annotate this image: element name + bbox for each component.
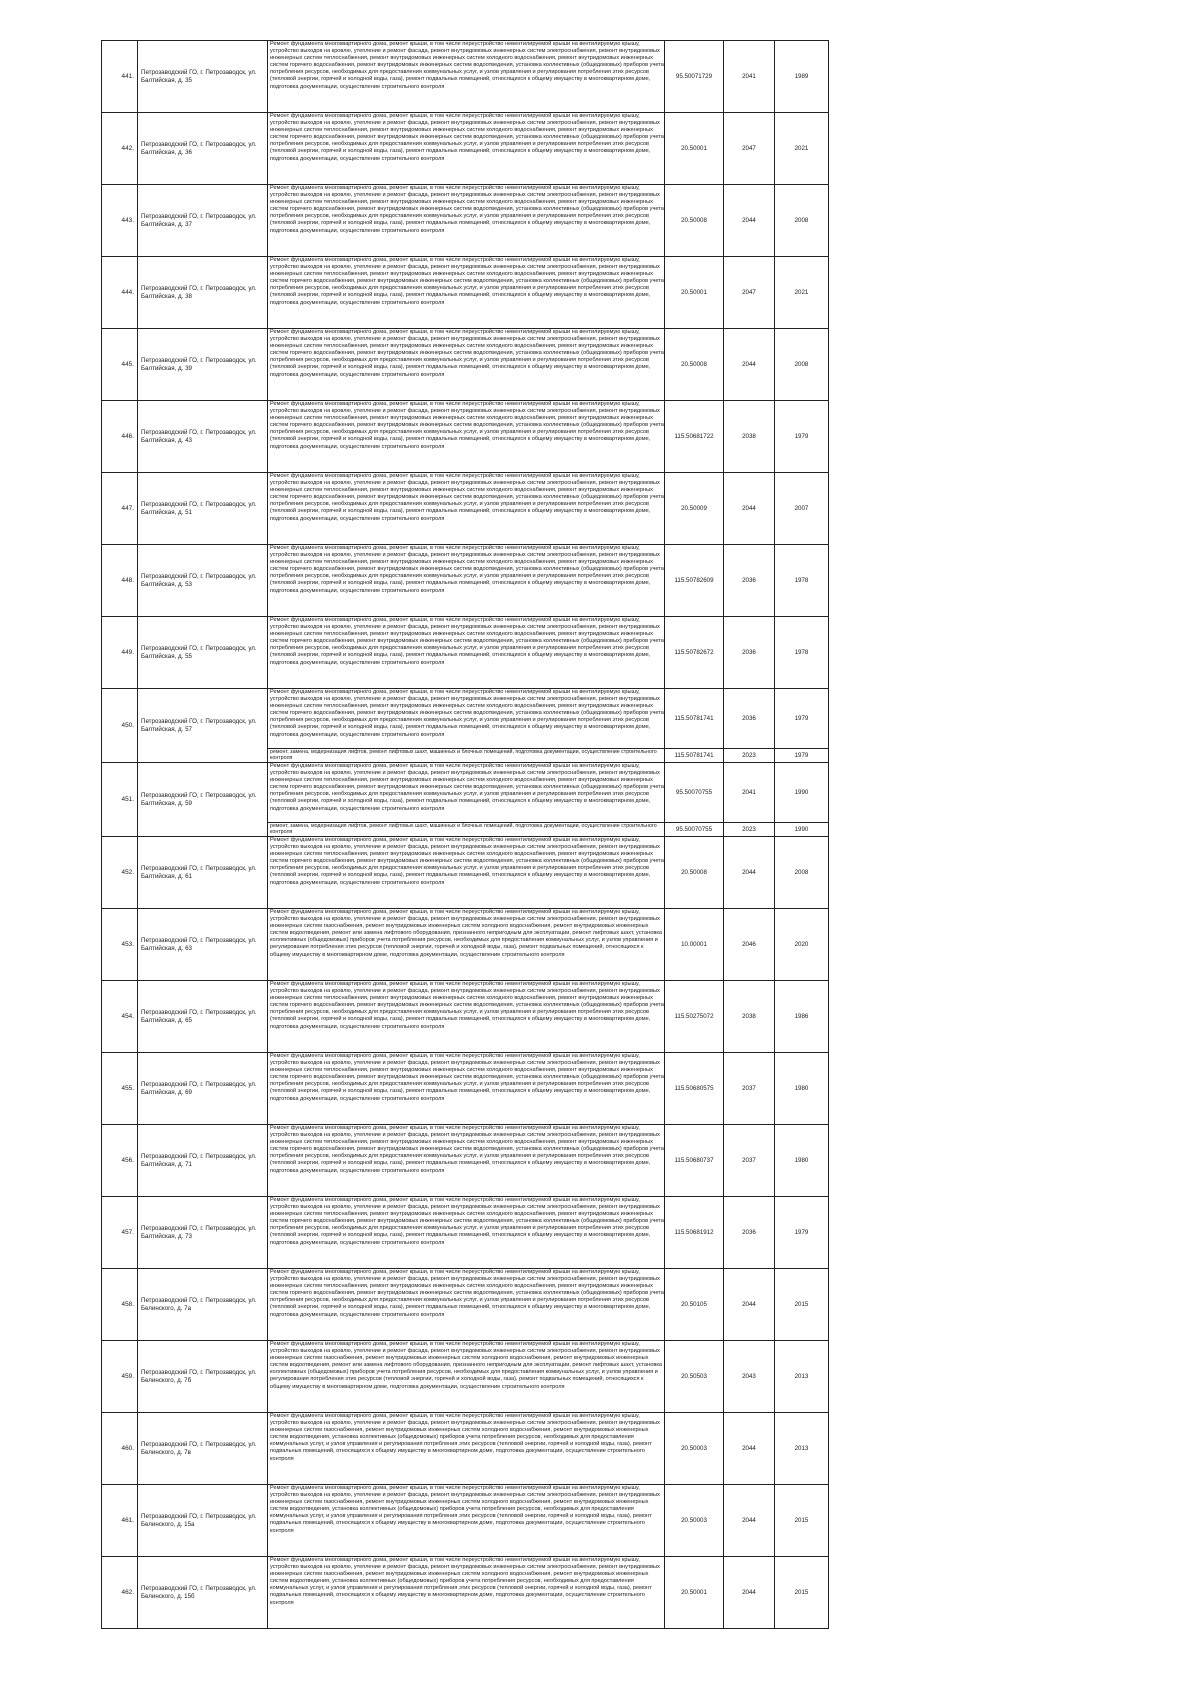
- row-cost: 20.50003: [665, 1413, 724, 1485]
- row-number: 441.: [102, 41, 138, 113]
- row-number: 444.: [102, 257, 138, 329]
- row-repair-year: 2044: [724, 1269, 775, 1341]
- table-row: [102, 113, 829, 185]
- row-address: Петрозаводский ГО, г. Петрозаводск, ул. Балтийская, д. 73: [138, 1197, 268, 1269]
- row-built-year: 2008: [775, 185, 829, 257]
- row-number: 442.: [102, 113, 138, 185]
- row-number: 459.: [102, 1341, 138, 1413]
- table-row: [102, 837, 829, 909]
- row-number: 452.: [102, 837, 138, 909]
- row-address: Петрозаводский ГО, г. Петрозаводск, ул. Балтийская, д. 69: [138, 1053, 268, 1125]
- row-number: 448.: [102, 545, 138, 617]
- row-address: Петрозаводский ГО, г. Петрозаводск, ул. Балтийская, д. 53: [138, 545, 268, 617]
- row-cost: 115.50275072: [665, 981, 724, 1053]
- row-repair-year: 2047: [724, 113, 775, 185]
- table-body: [102, 41, 829, 1629]
- row-repair-year: 2044: [724, 473, 775, 545]
- row-built-year: 2015: [775, 1485, 829, 1557]
- row-number: 456.: [102, 1125, 138, 1197]
- row-number: 446.: [102, 401, 138, 473]
- row-number: 455.: [102, 1053, 138, 1125]
- row-work-list: Ремонт фундамента многоквартирного дома, ремонт крыши, в том числе переустройство невентилируемой крыши на вентилируемую крышу, устройство выходов на кровлю, утепление и ремонт фасада, ремонт внутридомовых инженерных систем электроснабжения, ремонт внутридомовых инженерных систем теплоснабжения, ремонт внутридомовых инженерных систем холодного водоснабжения, ремонт внутридомовых инженерных систем горячего водоснабжения, ремонт внутридомовых инженерных систем водоотведения, установка коллективных (общедомовых) приборов учета потребления ресурсов, необходимых для предоставления коммунальных услуг, и узлов управления и регулирования потребления этих ресурсов (тепловой энергии, горячей и холодной воды, газа), ремонт подвальных помещений, относящихся к общему имуществу в многоквартирном доме, подготовка документации, осуществление строительного контроля: [268, 1125, 665, 1197]
- table-row: [102, 1557, 829, 1629]
- row-work-list: Ремонт фундамента многоквартирного дома, ремонт крыши, в том числе переустройство невентилируемой крыши на вентилируемую крышу, устройство выходов на кровлю, утепление и ремонт фасада, ремонт внутридомовых инженерных систем электроснабжения, ремонт внутридомовых инженерных систем теплоснабжения, ремонт внутридомовых инженерных систем холодного водоснабжения, ремонт внутридомовых инженерных систем горячего водоснабжения, ремонт внутридомовых инженерных систем водоотведения, установка коллективных (общедомовых) приборов учета потребления ресурсов, необходимых для предоставления коммунальных услуг, и узлов управления и регулирования потребления этих ресурсов (тепловой энергии, горячей и холодной воды, газа), ремонт подвальных помещений, относящихся к общему имуществу в многоквартирном доме, подготовка документации, осуществление строительного контроля: [268, 41, 665, 113]
- row-work-list: Ремонт фундамента многоквартирного дома, ремонт крыши, в том числе переустройство невентилируемой крыши на вентилируемую крышу, устройство выходов на кровлю, утепление и ремонт фасада, ремонт внутридомовых инженерных систем электроснабжения, ремонт внутридомовых инженерных систем теплоснабжения, ремонт внутридомовых инженерных систем холодного водоснабжения, ремонт внутридомовых инженерных систем горячего водоснабжения, ремонт внутридомовых инженерных систем водоотведения, установка коллективных (общедомовых) приборов учета потребления ресурсов, необходимых для предоставления коммунальных услуг, и узлов управления и регулирования потребления этих ресурсов (тепловой энергии, горячей и холодной воды, газа), ремонт подвальных помещений, относящихся к общему имуществу в многоквартирном доме, подготовка документации, осуществление строительного контроля: [268, 1269, 665, 1341]
- row-cost: 20.50503: [665, 1341, 724, 1413]
- capital-repair-table: [101, 40, 829, 1629]
- row-address: Петрозаводский ГО, г. Петрозаводск, ул. Балтийская, д. 43: [138, 401, 268, 473]
- row-work-list: Ремонт фундамента многоквартирного дома, ремонт крыши, в том числе переустройство невентилируемой крыши на вентилируемую крышу, устройство выходов на кровлю, утепление и ремонт фасада, ремонт внутридомовых инженерных систем электроснабжения, ремонт внутридомовых инженерных систем теплоснабжения, ремонт внутридомовых инженерных систем холодного водоснабжения, ремонт внутридомовых инженерных систем горячего водоснабжения, ремонт внутридомовых инженерных систем водоотведения, установка коллективных (общедомовых) приборов учета потребления ресурсов, необходимых для предоставления коммунальных услуг, и узлов управления и регулирования потребления этих ресурсов (тепловой энергии, горячей и холодной воды, газа), ремонт подвальных помещений, относящихся к общему имуществу в многоквартирном доме, подготовка документации, осуществление строительного контроля: [268, 545, 665, 617]
- row-work-list: Ремонт фундамента многоквартирного дома, ремонт крыши, в том числе переустройство невентилируемой крыши на вентилируемую крышу, устройство выходов на кровлю, утепление и ремонт фасада, ремонт внутридомовых инженерных систем электроснабжения, ремонт внутридомовых инженерных систем газоснабжения, ремонт внутридомовых инженерных систем холодного водоснабжения, ремонт внутридомовых инженерных систем водоотведения, ремонт или замена лифтового оборудования, признанного непригодным для эксплуатации, ремонт лифтовых шахт, установка коллективных (общедомовых) приборов учета потребления ресурсов, необходимых для предоставления коммунальных услуг, и узлов управления и регулирования потребления этих ресурсов (тепловой энергии, горячей и холодной воды, газа), ремонт подвальных помещений, относящихся к общему имуществу в многоквартирном доме, подготовка документации, осуществление строительного контроля: [268, 1341, 665, 1413]
- row-cost: 115.50781741: [665, 749, 724, 763]
- table-row: [102, 1053, 829, 1125]
- row-work-list: Ремонт фундамента многоквартирного дома, ремонт крыши, в том числе переустройство невентилируемой крыши на вентилируемую крышу, устройство выходов на кровлю, утепление и ремонт фасада, ремонт внутридомовых инженерных систем электроснабжения, ремонт внутридомовых инженерных систем теплоснабжения, ремонт внутридомовых инженерных систем холодного водоснабжения, ремонт внутридомовых инженерных систем горячего водоснабжения, ремонт внутридомовых инженерных систем водоотведения, установка коллективных (общедомовых) приборов учета потребления ресурсов, необходимых для предоставления коммунальных услуг, и узлов управления и регулирования потребления этих ресурсов (тепловой энергии, горячей и холодной воды, газа), ремонт подвальных помещений, относящихся к общему имуществу в многоквартирном доме, подготовка документации, осуществление строительного контроля: [268, 1197, 665, 1269]
- row-cost: 20.50001: [665, 113, 724, 185]
- table-row: [102, 689, 829, 749]
- table-row: [102, 981, 829, 1053]
- row-cost: 95.50070755: [665, 763, 724, 823]
- row-cost: 115.50782609: [665, 545, 724, 617]
- row-repair-year: 2044: [724, 1413, 775, 1485]
- row-built-year: 2013: [775, 1341, 829, 1413]
- row-repair-year: 2044: [724, 837, 775, 909]
- row-built-year: 2013: [775, 1413, 829, 1485]
- row-address: Петрозаводский ГО, г. Петрозаводск, ул. Балтийская, д. 57: [138, 689, 268, 763]
- row-number: 461.: [102, 1485, 138, 1557]
- row-repair-year: 2038: [724, 401, 775, 473]
- row-address: Петрозаводский ГО, г. Петрозаводск, ул. Балтийская, д. 36: [138, 113, 268, 185]
- row-repair-year: 2036: [724, 545, 775, 617]
- row-work-list: Ремонт фундамента многоквартирного дома, ремонт крыши, в том числе переустройство невентилируемой крыши на вентилируемую крышу, устройство выходов на кровлю, утепление и ремонт фасада, ремонт внутридомовых инженерных систем электроснабжения, ремонт внутридомовых инженерных систем теплоснабжения, ремонт внутридомовых инженерных систем холодного водоснабжения, ремонт внутридомовых инженерных систем горячего водоснабжения, ремонт внутридомовых инженерных систем водоотведения, установка коллективных (общедомовых) приборов учета потребления ресурсов, необходимых для предоставления коммунальных услуг, и узлов управления и регулирования потребления этих ресурсов (тепловой энергии, горячей и холодной воды, газа), ремонт подвальных помещений, относящихся к общему имуществу в многоквартирном доме, подготовка документации, осуществление строительного контроля: [268, 185, 665, 257]
- row-cost: 115.50681912: [665, 1197, 724, 1269]
- row-address: Петрозаводский ГО, г. Петрозаводск, ул. Балтийская, д. 35: [138, 41, 268, 113]
- table-row: [102, 1269, 829, 1341]
- row-work-list: Ремонт фундамента многоквартирного дома, ремонт крыши, в том числе переустройство невентилируемой крыши на вентилируемую крышу, устройство выходов на кровлю, утепление и ремонт фасада, ремонт внутридомовых инженерных систем электроснабжения, ремонт внутридомовых инженерных систем теплоснабжения, ремонт внутридомовых инженерных систем холодного водоснабжения, ремонт внутридомовых инженерных систем горячего водоснабжения, ремонт внутридомовых инженерных систем водоотведения, установка коллективных (общедомовых) приборов учета потребления ресурсов, необходимых для предоставления коммунальных услуг, и узлов управления и регулирования потребления этих ресурсов (тепловой энергии, горячей и холодной воды, газа), ремонт подвальных помещений, относящихся к общему имуществу в многоквартирном доме, подготовка документации, осуществление строительного контроля: [268, 617, 665, 689]
- row-work-list: Ремонт фундамента многоквартирного дома, ремонт крыши, в том числе переустройство невентилируемой крыши на вентилируемую крышу, устройство выходов на кровлю, утепление и ремонт фасада, ремонт внутридомовых инженерных систем электроснабжения, ремонт внутридомовых инженерных систем теплоснабжения, ремонт внутридомовых инженерных систем холодного водоснабжения, ремонт внутридомовых инженерных систем горячего водоснабжения, ремонт внутридомовых инженерных систем водоотведения, установка коллективных (общедомовых) приборов учета потребления ресурсов, необходимых для предоставления коммунальных услуг, и узлов управления и регулирования потребления этих ресурсов (тепловой энергии, горячей и холодной воды, газа), ремонт подвальных помещений, относящихся к общему имуществу в многоквартирном доме, подготовка документации, осуществление строительного контроля: [268, 473, 665, 545]
- row-work-list: ремонт, замена, модернизация лифтов, ремонт лифтовых шахт, машинных и блочных помещений, подготовка документации, осуществление строительного контроля: [268, 749, 665, 763]
- row-repair-year: 2023: [724, 823, 775, 837]
- row-repair-year: 2037: [724, 1053, 775, 1125]
- row-built-year: 1986: [775, 981, 829, 1053]
- row-work-list: Ремонт фундамента многоквартирного дома, ремонт крыши, в том числе переустройство невентилируемой крыши на вентилируемую крышу, устройство выходов на кровлю, утепление и ремонт фасада, ремонт внутридомовых инженерных систем электроснабжения, ремонт внутридомовых инженерных систем теплоснабжения, ремонт внутридомовых инженерных систем холодного водоснабжения, ремонт внутридомовых инженерных систем горячего водоснабжения, ремонт внутридомовых инженерных систем водоотведения, установка коллективных (общедомовых) приборов учета потребления ресурсов, необходимых для предоставления коммунальных услуг, и узлов управления и регулирования потребления этих ресурсов (тепловой энергии, горячей и холодной воды, газа), ремонт подвальных помещений, относящихся к общему имуществу в многоквартирном доме, подготовка документации, осуществление строительного контроля: [268, 329, 665, 401]
- row-address: Петрозаводский ГО, г. Петрозаводск, ул. Балтийская, д. 38: [138, 257, 268, 329]
- row-built-year: 1980: [775, 1125, 829, 1197]
- row-work-list: Ремонт фундамента многоквартирного дома, ремонт крыши, в том числе переустройство невентилируемой крыши на вентилируемую крышу, устройство выходов на кровлю, утепление и ремонт фасада, ремонт внутридомовых инженерных систем электроснабжения, ремонт внутридомовых инженерных систем теплоснабжения, ремонт внутридомовых инженерных систем холодного водоснабжения, ремонт внутридомовых инженерных систем горячего водоснабжения, ремонт внутридомовых инженерных систем водоотведения, установка коллективных (общедомовых) приборов учета потребления ресурсов, необходимых для предоставления коммунальных услуг, и узлов управления и регулирования потребления этих ресурсов (тепловой энергии, горячей и холодной воды, газа), ремонт подвальных помещений, относящихся к общему имуществу в многоквартирном доме, подготовка документации, осуществление строительного контроля: [268, 401, 665, 473]
- row-address: Петрозаводский ГО, г. Петрозаводск, ул. Балтийская, д. 55: [138, 617, 268, 689]
- row-built-year: 1978: [775, 545, 829, 617]
- row-repair-year: 2041: [724, 41, 775, 113]
- row-work-list: Ремонт фундамента многоквартирного дома, ремонт крыши, в том числе переустройство невентилируемой крыши на вентилируемую крышу, устройство выходов на кровлю, утепление и ремонт фасада, ремонт внутридомовых инженерных систем электроснабжения, ремонт внутридомовых инженерных систем теплоснабжения, ремонт внутридомовых инженерных систем холодного водоснабжения, ремонт внутридомовых инженерных систем горячего водоснабжения, ремонт внутридомовых инженерных систем водоотведения, установка коллективных (общедомовых) приборов учета потребления ресурсов, необходимых для предоставления коммунальных услуг, и узлов управления и регулирования потребления этих ресурсов (тепловой энергии, горячей и холодной воды, газа), ремонт подвальных помещений, относящихся к общему имуществу в многоквартирном доме, подготовка документации, осуществление строительного контроля: [268, 113, 665, 185]
- row-built-year: 2020: [775, 909, 829, 981]
- row-repair-year: 2047: [724, 257, 775, 329]
- row-built-year: 1978: [775, 617, 829, 689]
- table-row: [102, 329, 829, 401]
- row-repair-year: 2036: [724, 1197, 775, 1269]
- row-number: 453.: [102, 909, 138, 981]
- row-repair-year: 2036: [724, 617, 775, 689]
- row-cost: 115.50781741: [665, 689, 724, 749]
- row-address: Петрозаводский ГО, г. Петрозаводск, ул. Белинского, д. 15б: [138, 1557, 268, 1629]
- row-cost: 95.50070755: [665, 823, 724, 837]
- row-number: 460.: [102, 1413, 138, 1485]
- row-repair-year: 2037: [724, 1125, 775, 1197]
- row-address: Петрозаводский ГО, г. Петрозаводск, ул. Белинского, д. 7б: [138, 1341, 268, 1413]
- table-row: [102, 1341, 829, 1413]
- row-cost: 20.50008: [665, 185, 724, 257]
- row-built-year: 2015: [775, 1557, 829, 1629]
- row-address: Петрозаводский ГО, г. Петрозаводск, ул. Балтийская, д. 63: [138, 909, 268, 981]
- row-repair-year: 2038: [724, 981, 775, 1053]
- row-address: Петрозаводский ГО, г. Петрозаводск, ул. Белинского, д. 7а: [138, 1269, 268, 1341]
- row-cost: 20.50008: [665, 837, 724, 909]
- table-row: [102, 401, 829, 473]
- row-work-list: Ремонт фундамента многоквартирного дома, ремонт крыши, в том числе переустройство невентилируемой крыши на вентилируемую крышу, устройство выходов на кровлю, утепление и ремонт фасада, ремонт внутридомовых инженерных систем электроснабжения, ремонт внутридомовых инженерных систем теплоснабжения, ремонт внутридомовых инженерных систем холодного водоснабжения, ремонт внутридомовых инженерных систем горячего водоснабжения, ремонт внутридомовых инженерных систем водоотведения, установка коллективных (общедомовых) приборов учета потребления ресурсов, необходимых для предоставления коммунальных услуг, и узлов управления и регулирования потребления этих ресурсов (тепловой энергии, горячей и холодной воды, газа), ремонт подвальных помещений, относящихся к общему имуществу в многоквартирном доме, подготовка документации, осуществление строительного контроля: [268, 257, 665, 329]
- table-row: [102, 1125, 829, 1197]
- row-number: 454.: [102, 981, 138, 1053]
- row-built-year: 1979: [775, 1197, 829, 1269]
- row-cost: 115.50681722: [665, 401, 724, 473]
- row-cost: 20.50008: [665, 329, 724, 401]
- row-repair-year: 2044: [724, 1485, 775, 1557]
- row-cost: 20.50105: [665, 1269, 724, 1341]
- row-number: 447.: [102, 473, 138, 545]
- row-work-list: Ремонт фундамента многоквартирного дома, ремонт крыши, в том числе переустройство невентилируемой крыши на вентилируемую крышу, устройство выходов на кровлю, утепление и ремонт фасада, ремонт внутридомовых инженерных систем электроснабжения, ремонт внутридомовых инженерных систем газоснабжения, ремонт внутридомовых инженерных систем холодного водоснабжения, ремонт внутридомовых инженерных систем водоотведения, ремонт или замена лифтового оборудования, признанного непригодным для эксплуатации, ремонт лифтовых шахт, установка коллективных (общедомовых) приборов учета потребления ресурсов, необходимых для предоставления коммунальных услуг, и узлов управления и регулирования потребления этих ресурсов (тепловой энергии, горячей и холодной воды, газа), ремонт подвальных помещений, относящихся к общему имуществу в многоквартирном доме, подготовка документации, осуществление строительного контроля: [268, 909, 665, 981]
- row-address: Петрозаводский ГО, г. Петрозаводск, ул. Балтийская, д. 37: [138, 185, 268, 257]
- row-work-list: Ремонт фундамента многоквартирного дома, ремонт крыши, в том числе переустройство невентилируемой крыши на вентилируемую крышу, устройство выходов на кровлю, утепление и ремонт фасада, ремонт внутридомовых инженерных систем электроснабжения, ремонт внутридомовых инженерных систем газоснабжения, ремонт внутридомовых инженерных систем холодного водоснабжения, ремонт внутридомовых инженерных систем водоотведения, установка коллективных (общедомовых) приборов учета потребления ресурсов, необходимых для предоставления коммунальных услуг, и узлов управления и регулирования потребления этих ресурсов (тепловой энергии, горячей и холодной воды, газа), ремонт подвальных помещений, относящихся к общему имуществу в многоквартирном доме, подготовка документации, осуществление строительного контроля: [268, 1413, 665, 1485]
- row-cost: 95.50071729: [665, 41, 724, 113]
- row-address: Петрозаводский ГО, г. Петрозаводск, ул. Балтийская, д. 61: [138, 837, 268, 909]
- table-row: [102, 1485, 829, 1557]
- row-address: Петрозаводский ГО, г. Петрозаводск, ул. Балтийская, д. 59: [138, 763, 268, 837]
- row-built-year: 2021: [775, 257, 829, 329]
- table-row: [102, 41, 829, 113]
- row-number: 451.: [102, 763, 138, 837]
- table-row: [102, 257, 829, 329]
- row-built-year: 1989: [775, 41, 829, 113]
- table-row: [102, 473, 829, 545]
- row-built-year: 2007: [775, 473, 829, 545]
- row-number: 450.: [102, 689, 138, 763]
- row-cost: 20.50001: [665, 1557, 724, 1629]
- row-repair-year: 2044: [724, 185, 775, 257]
- row-cost: 115.50680575: [665, 1053, 724, 1125]
- row-number: 445.: [102, 329, 138, 401]
- row-built-year: 2008: [775, 329, 829, 401]
- row-cost: 115.50782672: [665, 617, 724, 689]
- row-work-list: Ремонт фундамента многоквартирного дома, ремонт крыши, в том числе переустройство невентилируемой крыши на вентилируемую крышу, устройство выходов на кровлю, утепление и ремонт фасада, ремонт внутридомовых инженерных систем электроснабжения, ремонт внутридомовых инженерных систем газоснабжения, ремонт внутридомовых инженерных систем холодного водоснабжения, ремонт внутридомовых инженерных систем водоотведения, установка коллективных (общедомовых) приборов учета потребления ресурсов, необходимых для предоставления коммунальных услуг, и узлов управления и регулирования потребления этих ресурсов (тепловой энергии, горячей и холодной воды, газа), ремонт подвальных помещений, относящихся к общему имуществу в многоквартирном доме, подготовка документации, осуществление строительного контроля: [268, 1557, 665, 1629]
- row-repair-year: 2044: [724, 1557, 775, 1629]
- row-address: Петрозаводский ГО, г. Петрозаводск, ул. Балтийская, д. 51: [138, 473, 268, 545]
- table-row: [102, 1197, 829, 1269]
- row-built-year: 2021: [775, 113, 829, 185]
- row-work-list: Ремонт фундамента многоквартирного дома, ремонт крыши, в том числе переустройство невентилируемой крыши на вентилируемую крышу, устройство выходов на кровлю, утепление и ремонт фасада, ремонт внутридомовых инженерных систем электроснабжения, ремонт внутридомовых инженерных систем теплоснабжения, ремонт внутридомовых инженерных систем холодного водоснабжения, ремонт внутридомовых инженерных систем горячего водоснабжения, ремонт внутридомовых инженерных систем водоотведения, установка коллективных (общедомовых) приборов учета потребления ресурсов, необходимых для предоставления коммунальных услуг, и узлов управления и регулирования потребления этих ресурсов (тепловой энергии, горячей и холодной воды, газа), ремонт подвальных помещений, относящихся к общему имуществу в многоквартирном доме, подготовка документации, осуществление строительного контроля: [268, 763, 665, 823]
- row-cost: 115.50680737: [665, 1125, 724, 1197]
- row-work-list: Ремонт фундамента многоквартирного дома, ремонт крыши, в том числе переустройство невентилируемой крыши на вентилируемую крышу, устройство выходов на кровлю, утепление и ремонт фасада, ремонт внутридомовых инженерных систем электроснабжения, ремонт внутридомовых инженерных систем теплоснабжения, ремонт внутридомовых инженерных систем холодного водоснабжения, ремонт внутридомовых инженерных систем горячего водоснабжения, ремонт внутридомовых инженерных систем водоотведения, установка коллективных (общедомовых) приборов учета потребления ресурсов, необходимых для предоставления коммунальных услуг, и узлов управления и регулирования потребления этих ресурсов (тепловой энергии, горячей и холодной воды, газа), ремонт подвальных помещений, относящихся к общему имуществу в многоквартирном доме, подготовка документации, осуществление строительного контроля: [268, 981, 665, 1053]
- row-work-list: ремонт, замена, модернизация лифтов, ремонт лифтовых шахт, машинных и блочных помещений, подготовка документации, осуществление строительного контроля: [268, 823, 665, 837]
- table-row: [102, 545, 829, 617]
- row-work-list: Ремонт фундамента многоквартирного дома, ремонт крыши, в том числе переустройство невентилируемой крыши на вентилируемую крышу, устройство выходов на кровлю, утепление и ремонт фасада, ремонт внутридомовых инженерных систем электроснабжения, ремонт внутридомовых инженерных систем теплоснабжения, ремонт внутридомовых инженерных систем холодного водоснабжения, ремонт внутридомовых инженерных систем горячего водоснабжения, ремонт внутридомовых инженерных систем водоотведения, установка коллективных (общедомовых) приборов учета потребления ресурсов, необходимых для предоставления коммунальных услуг, и узлов управления и регулирования потребления этих ресурсов (тепловой энергии, горячей и холодной воды, газа), ремонт подвальных помещений, относящихся к общему имуществу в многоквартирном доме, подготовка документации, осуществление строительного контроля: [268, 689, 665, 749]
- row-work-list: Ремонт фундамента многоквартирного дома, ремонт крыши, в том числе переустройство невентилируемой крыши на вентилируемую крышу, устройство выходов на кровлю, утепление и ремонт фасада, ремонт внутридомовых инженерных систем электроснабжения, ремонт внутридомовых инженерных систем теплоснабжения, ремонт внутридомовых инженерных систем холодного водоснабжения, ремонт внутридомовых инженерных систем горячего водоснабжения, ремонт внутридомовых инженерных систем водоотведения, установка коллективных (общедомовых) приборов учета потребления ресурсов, необходимых для предоставления коммунальных услуг, и узлов управления и регулирования потребления этих ресурсов (тепловой энергии, горячей и холодной воды, газа), ремонт подвальных помещений, относящихся к общему имуществу в многоквартирном доме, подготовка документации, осуществление строительного контроля: [268, 1053, 665, 1125]
- row-repair-year: 2023: [724, 749, 775, 763]
- row-repair-year: 2044: [724, 329, 775, 401]
- row-work-list: Ремонт фундамента многоквартирного дома, ремонт крыши, в том числе переустройство невентилируемой крыши на вентилируемую крышу, устройство выходов на кровлю, утепление и ремонт фасада, ремонт внутридомовых инженерных систем электроснабжения, ремонт внутридомовых инженерных систем газоснабжения, ремонт внутридомовых инженерных систем холодного водоснабжения, ремонт внутридомовых инженерных систем водоотведения, установка коллективных (общедомовых) приборов учета потребления ресурсов, необходимых для предоставления коммунальных услуг, и узлов управления и регулирования потребления этих ресурсов (тепловой энергии, горячей и холодной воды, газа), ремонт подвальных помещений, относящихся к общему имуществу в многоквартирном доме, подготовка документации, осуществление строительного контроля: [268, 1485, 665, 1557]
- row-built-year: 2008: [775, 837, 829, 909]
- row-repair-year: 2043: [724, 1341, 775, 1413]
- row-number: 458.: [102, 1269, 138, 1341]
- row-built-year: 2015: [775, 1269, 829, 1341]
- table-row: [102, 763, 829, 823]
- row-number: 457.: [102, 1197, 138, 1269]
- table-row: [102, 909, 829, 981]
- row-address: Петрозаводский ГО, г. Петрозаводск, ул. Белинского, д. 15а: [138, 1485, 268, 1557]
- row-work-list: Ремонт фундамента многоквартирного дома, ремонт крыши, в том числе переустройство невентилируемой крыши на вентилируемую крышу, устройство выходов на кровлю, утепление и ремонт фасада, ремонт внутридомовых инженерных систем электроснабжения, ремонт внутридомовых инженерных систем теплоснабжения, ремонт внутридомовых инженерных систем холодного водоснабжения, ремонт внутридомовых инженерных систем горячего водоснабжения, ремонт внутридомовых инженерных систем водоотведения, установка коллективных (общедомовых) приборов учета потребления ресурсов, необходимых для предоставления коммунальных услуг, и узлов управления и регулирования потребления этих ресурсов (тепловой энергии, горячей и холодной воды, газа), ремонт подвальных помещений, относящихся к общему имуществу в многоквартирном доме, подготовка документации, осуществление строительного контроля: [268, 837, 665, 909]
- row-number: 443.: [102, 185, 138, 257]
- row-cost: 10.00001: [665, 909, 724, 981]
- table-row: [102, 185, 829, 257]
- row-cost: 20.50001: [665, 257, 724, 329]
- table-row: [102, 1413, 829, 1485]
- row-cost: 20.50003: [665, 1485, 724, 1557]
- row-built-year: 1979: [775, 749, 829, 763]
- row-repair-year: 2041: [724, 763, 775, 823]
- row-address: Петрозаводский ГО, г. Петрозаводск, ул. Балтийская, д. 39: [138, 329, 268, 401]
- row-built-year: 1979: [775, 689, 829, 749]
- row-built-year: 1979: [775, 401, 829, 473]
- table-row: [102, 617, 829, 689]
- row-address: Петрозаводский ГО, г. Петрозаводск, ул. Балтийская, д. 65: [138, 981, 268, 1053]
- row-built-year: 1990: [775, 823, 829, 837]
- row-built-year: 1990: [775, 763, 829, 823]
- row-repair-year: 2036: [724, 689, 775, 749]
- row-address: Петрозаводский ГО, г. Петрозаводск, ул. Белинского, д. 7в: [138, 1413, 268, 1485]
- row-built-year: 1980: [775, 1053, 829, 1125]
- row-repair-year: 2046: [724, 909, 775, 981]
- row-address: Петрозаводский ГО, г. Петрозаводск, ул. Балтийская, д. 71: [138, 1125, 268, 1197]
- row-number: 462.: [102, 1557, 138, 1629]
- row-cost: 20.50009: [665, 473, 724, 545]
- row-number: 449.: [102, 617, 138, 689]
